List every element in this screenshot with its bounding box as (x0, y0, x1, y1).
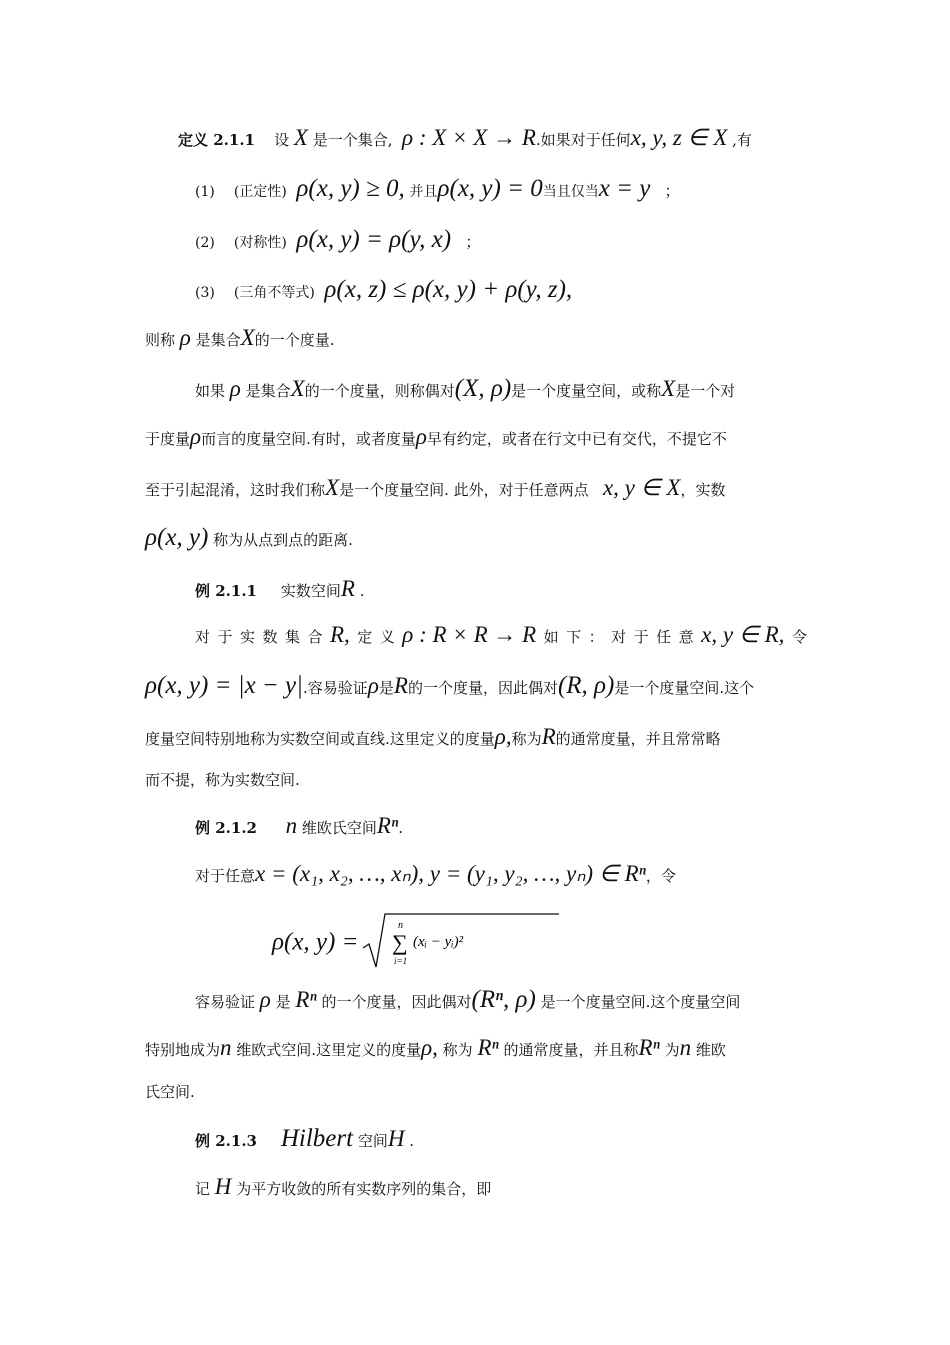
math-vars: x, y, z ∈ X (630, 125, 728, 150)
text: 特别地成为 (145, 1041, 221, 1059)
math-Rn: Rⁿ (295, 987, 317, 1012)
math-Rn: Rⁿ (477, 1035, 499, 1060)
example-label: 例 2.1.1 (195, 582, 257, 600)
text: 至于引起混淆，这时我们称 (145, 481, 326, 499)
text: 而言的度量空间.有时，或者度量 (201, 430, 416, 448)
text: 称为 (511, 730, 542, 748)
example-2-line3 (145, 1036, 726, 1059)
example-3-heading (195, 1126, 414, 1151)
text: 意 (678, 628, 694, 646)
example-2-line2 (195, 987, 740, 1012)
definition-text: 设 (274, 131, 290, 149)
sum-upper-limit: n (398, 920, 404, 931)
condition-number: (1) (195, 184, 215, 200)
text: 合 (307, 628, 323, 646)
text: 是集合 (245, 382, 291, 400)
math-H: H (214, 1174, 232, 1199)
para1-line2 (145, 425, 727, 448)
math-rho: ρ (229, 376, 241, 401)
definition-text: .如果对于任何 (535, 131, 631, 149)
condition-end: ； (465, 233, 481, 251)
math-rho: ρ (179, 325, 191, 350)
math-Rn: Rⁿ (638, 1035, 660, 1060)
example-1-line2 (145, 673, 754, 698)
euclidean-formula (272, 912, 561, 972)
text: 的通常度量，并且称 (503, 1041, 639, 1059)
math-R: R (541, 724, 556, 749)
text: 义 (379, 628, 395, 646)
condition-2 (195, 227, 480, 252)
math-n: n (679, 1035, 692, 1060)
definition-label: 定义 2.1.1 (178, 131, 255, 149)
text: 对 (611, 628, 627, 646)
definition-line (178, 126, 752, 149)
text: 令 (791, 628, 807, 646)
math-rho: ρ, (494, 724, 512, 749)
definition-text: 是一个集合, (312, 131, 393, 149)
text: 而不提，称为实数空间. (145, 771, 300, 789)
example-3-line1 (195, 1175, 491, 1198)
math-X: X (661, 376, 676, 401)
text: 任 (656, 628, 672, 646)
condition-text: 并且 (409, 184, 438, 200)
math-expr: R, (330, 622, 350, 647)
text: ： (588, 628, 604, 646)
math-rho: ρ, (421, 1035, 438, 1060)
math-n: n (285, 813, 298, 838)
condition-3 (195, 277, 572, 302)
example-title: 实数空间 (280, 582, 341, 600)
text: 如 (543, 628, 559, 646)
text: 为平方收敛的所有实数序列的集合，即 (236, 1180, 492, 1198)
text: . (409, 1132, 415, 1150)
example-2-heading (195, 814, 403, 837)
text: 数 (262, 628, 278, 646)
definition-conclusion (145, 326, 334, 349)
text: 维欧式空间.这里定义的度量 (236, 1041, 422, 1059)
condition-text: 当且仅当 (542, 184, 599, 200)
text: 是 (275, 993, 291, 1011)
math-expr: x = (x₁, x₂, …, xₙ), y = (y₁, y₂, …, yₙ) ∈ Rⁿ (255, 861, 646, 886)
math-rho: ρ (190, 424, 202, 449)
example-1-line4 (145, 773, 300, 788)
text: 如果 (195, 382, 226, 400)
example-1-line1 (195, 622, 807, 648)
text: 的通常度量，并且常常略 (555, 730, 721, 748)
condition-number: (2) (195, 235, 215, 251)
example-2-line1 (195, 862, 676, 885)
math-R: R (393, 673, 408, 698)
math-X: X (290, 376, 305, 401)
hilbert-name: Hilbert (280, 1125, 354, 1152)
para1-line4 (145, 525, 353, 550)
text: . (398, 819, 403, 837)
math-expr: (R, ρ) (557, 672, 615, 699)
text: 的一个度量，因此偶对 (321, 993, 472, 1011)
sqrt-sign-icon (361, 912, 561, 972)
text: 是集合 (195, 331, 241, 349)
math-Rn: Rⁿ (376, 813, 399, 838)
math-expr: (Rⁿ, ρ) (471, 986, 536, 1013)
para1-line1 (195, 376, 735, 401)
math-expr: ρ(x, z) ≤ ρ(x, y) + ρ(y, z), (324, 276, 573, 303)
condition-name: (三角不等式) (233, 285, 315, 301)
para1-line3 (145, 476, 725, 499)
math-expr: x, y ∈ X (602, 475, 681, 500)
text: 度量空间特别地称为实数空间或直线.这里定义的度量 (145, 730, 495, 748)
math-H: H (387, 1126, 405, 1151)
example-title: 维欧氏空间 (301, 819, 377, 837)
text: 是 (378, 679, 394, 697)
text: ，实数 (680, 481, 726, 499)
text: 下 (566, 628, 582, 646)
text: 的一个度量，则称偶对 (304, 382, 455, 400)
condition-name: (对称性) (233, 235, 287, 251)
math-expr: ρ(x, y) = (272, 928, 359, 956)
math-map: ρ : X × X → R (402, 125, 536, 150)
math-rho: ρ (367, 673, 379, 698)
text: 早有约定，或者在行文中已有交代，不提它不 (426, 430, 727, 448)
text: 是一个度量空间. 此外，对于任意两点 (339, 481, 589, 499)
math-rho: ρ (259, 987, 271, 1012)
math-expr: (X, ρ) (454, 375, 512, 402)
example-1-line3 (145, 725, 721, 748)
text: 实 (240, 628, 256, 646)
math-X: X (325, 475, 340, 500)
math-rho: ρ (415, 424, 427, 449)
condition-1 (195, 176, 680, 201)
text: 的一个度量，因此偶对 (407, 679, 558, 697)
example-title: 空间 (357, 1132, 388, 1150)
math-expr: ρ(x, y) ≥ 0, (296, 175, 405, 202)
text: 称为 (442, 1041, 473, 1059)
text: 是一个度量空间.这个度量空间 (540, 993, 741, 1011)
example-1-heading (195, 577, 364, 600)
text: 容易验证 (195, 993, 256, 1011)
math-X: X (293, 125, 308, 150)
text: .容易验证 (303, 679, 368, 697)
text: 是一个度量空间.这个 (614, 679, 755, 697)
text: 是一个度量空间，或称 (511, 382, 662, 400)
condition-name: (正定性) (233, 184, 287, 200)
math-expr: ρ(x, y) = 0 (437, 175, 543, 202)
example-2-line4 (145, 1085, 195, 1100)
text: 集 (285, 628, 301, 646)
text: ，令 (645, 867, 676, 885)
sum-symbol: ∑ (392, 930, 408, 955)
definition-text: ,有 (732, 131, 752, 149)
text: 则称 (145, 331, 176, 349)
math-expr: ρ(x, y) = ρ(y, x) (296, 226, 452, 253)
math-X: X (240, 325, 255, 350)
text: 的一个度量. (254, 331, 335, 349)
text: 记 (195, 1180, 211, 1198)
condition-end: ； (664, 182, 680, 200)
text: 于 (633, 628, 649, 646)
text: 定 (357, 628, 373, 646)
math-expr: x = y (598, 175, 651, 202)
text: 为 (664, 1041, 680, 1059)
math-expr: ρ(x, y) = |x − y| (145, 672, 304, 699)
text: 对 (195, 628, 211, 646)
sum-lower-limit: i=1 (394, 956, 408, 966)
math-R: R (340, 576, 355, 601)
text: 是一个对 (675, 382, 736, 400)
sum-body: (xᵢ − yᵢ)² (413, 934, 464, 950)
text: 对于任意 (195, 867, 256, 885)
math-expr: ρ : R × R → R (402, 622, 537, 647)
math-n: n (220, 1035, 232, 1060)
text: 维欧 (695, 1041, 726, 1059)
example-label: 例 2.1.3 (195, 1132, 257, 1150)
text: 于度量 (145, 430, 191, 448)
text: 氏空间. (145, 1083, 195, 1101)
text: 称为从点到点的距离. (213, 531, 353, 549)
text: 于 (217, 628, 233, 646)
math-expr: ρ(x, y) (145, 524, 209, 551)
text: . (359, 582, 365, 600)
condition-number: (3) (195, 285, 215, 301)
math-expr: x, y ∈ R, (701, 622, 785, 647)
example-label: 例 2.1.2 (195, 819, 257, 837)
